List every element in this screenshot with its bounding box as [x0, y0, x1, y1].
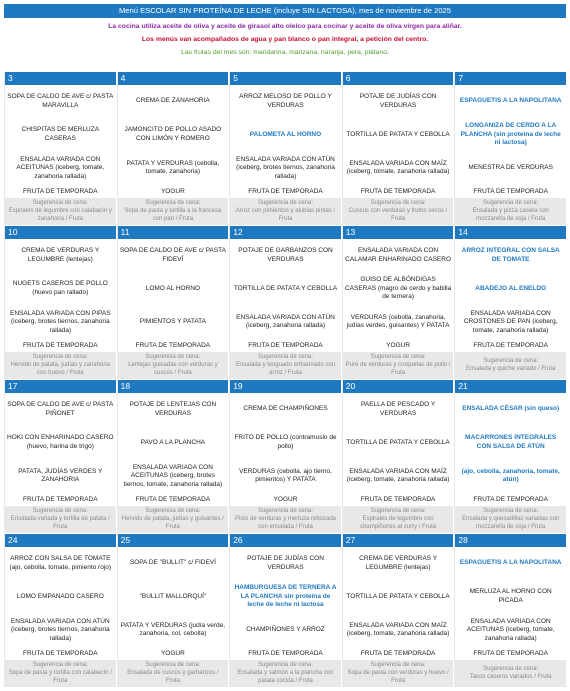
first-course: ARROZ CON SALSA DE TOMATE (ajo, cebolla, tomate, pimiento rojo) [9, 555, 112, 571]
first-course: ENSALADA VARIADA CON CALAMAR ENHARINADO CASERO [345, 247, 451, 263]
dessert: FRUTA DE TEMPORADA [455, 339, 566, 352]
day-number: 20 [343, 380, 454, 393]
suggestion-text: Ensalada de cuscús y garbanzos / Fruta [127, 670, 219, 685]
second-course: TORTILLA DE PATATA Y CEBOLLA [346, 592, 450, 600]
side-dish: ENSALADA VARIADA CON ACEITUNAS (iceberg, tomate, zanahoria rallada) [466, 617, 555, 642]
suggestion-label: Sugerencia de cena: [145, 354, 201, 361]
first-course: ARROZ MELOSO DE POLLO Y VERDURAS [239, 93, 332, 109]
day-cell [454, 380, 566, 533]
suggestion-text: Espirales de legumbre con champiñones al curry / Fruta [360, 516, 437, 531]
second-course: MERLUZA AL HORNO CON PICADA [469, 588, 552, 604]
second-course: ABADEJO AL ENELDO [475, 284, 547, 292]
dinner-suggestion [118, 352, 229, 379]
first-course: ESPAGUETIS A LA NAPOLITANA [459, 97, 562, 105]
day-cell [117, 380, 229, 533]
side-dish: PATATA Y VERDURAS (judía verde, zanahoria, col, cebolla) [120, 621, 226, 638]
day-number: 26 [230, 534, 341, 547]
suggestion-label: Sugerencia de cena: [145, 200, 201, 207]
suggestion-label: Sugerencia de cena: [145, 508, 201, 515]
day-cell [117, 226, 229, 379]
dessert: FRUTA DE TEMPORADA [455, 493, 566, 506]
day-cell [4, 72, 116, 225]
dessert: FRUTA DE TEMPORADA [5, 339, 116, 352]
dessert: FRUTA DE TEMPORADA [5, 493, 116, 506]
day-cell [229, 226, 341, 379]
side-dish: ENSALADA VARIADA CON ACEITUNAS (iceberg, brotes tiernos, tomate, zanahoria rallada) [123, 463, 223, 488]
dessert: FRUTA DE TEMPORADA [118, 493, 229, 506]
day-number: 17 [5, 380, 116, 393]
side-dish: ENSALADA VARIADA CON ATÚN (iceberg, zanahoria rallada) [236, 313, 335, 330]
second-course: NUGETS CASEROS DE POLLO (huevo pan rallado) [12, 280, 108, 296]
dessert: YOGUR [230, 493, 341, 506]
day-cell [229, 534, 341, 687]
day-cell [117, 534, 229, 687]
suggestion-label: Sugerencia de cena: [257, 354, 314, 361]
second-course: "BULLIT MALLORQUÍ" [139, 592, 207, 600]
suggestion-label: Sugerencia de cena: [257, 200, 314, 207]
suggestion-text: Ensalada variada y tortilla de patata / Fruta [10, 516, 110, 531]
dinner-suggestion [230, 660, 341, 687]
suggestion-text: Ensalada y quiche variado / Fruta [465, 366, 556, 373]
dessert: FRUTA DE TEMPORADA [343, 647, 454, 660]
dinner-suggestion [455, 352, 566, 379]
suggestion-label: Sugerencia de cena: [32, 662, 88, 669]
dinner-suggestion [455, 660, 566, 687]
day-number: 6 [343, 72, 454, 85]
dessert: FRUTA DE TEMPORADA [118, 339, 229, 352]
first-course: ESPAGUETIS A LA NAPOLITANA [459, 559, 562, 567]
day-number: 10 [5, 226, 116, 239]
dessert: FRUTA DE TEMPORADA [343, 493, 454, 506]
second-course: PALOMETA AL HORNO [249, 130, 322, 138]
first-course: POTAJE DE JUDÍAS CON VERDURAS [247, 555, 324, 571]
dinner-suggestion [118, 506, 229, 533]
dinner-suggestion [455, 198, 566, 225]
suggestion-text: Pisto de verduras y merluza rebozada con ensalada / Fruta [234, 516, 337, 531]
day-number: 13 [343, 226, 454, 239]
day-cell [342, 72, 454, 225]
second-course: HAMBURGUESA DE TERNERA A LA PLANCHA sin proteína de leche de leche ni lactosa [234, 584, 337, 609]
day-cell [229, 72, 341, 225]
day-cell [117, 72, 229, 225]
day-number: 4 [118, 72, 229, 85]
dinner-suggestion [5, 660, 116, 687]
day-number: 21 [455, 380, 566, 393]
side-dish: ENSALADA VARIADA CON ACEITUNAS (iceberg, tomate, zanahoria rallada) [16, 155, 105, 180]
day-cell [229, 380, 341, 533]
first-course: ARROZ INTEGRAL CON SALSA DE TOMATE [461, 247, 560, 263]
suggestion-text: Sopa de pasta con verduras y huevo / Fruta [347, 670, 449, 685]
first-course: POTAJE DE LENTEJAS CON VERDURAS [129, 401, 217, 417]
suggestion-text: Sopa de pasta y tortilla con calabacín / Fruta [8, 670, 112, 685]
second-course: MACARRONES INTEGRALES CON SALSA DE ATÚN [465, 434, 557, 450]
dessert: YOGUR [118, 647, 229, 660]
suggestion-label: Sugerencia de cena: [483, 508, 539, 515]
first-course: POTAJE DE GARBANZOS CON VERDURAS [238, 247, 333, 263]
side-dish: CHAMPIÑONES Y ARROZ [246, 626, 325, 634]
day-cell [4, 534, 116, 687]
second-course: TORTILLA DE PATATA Y CEBOLLA [233, 284, 338, 292]
day-cell [4, 226, 116, 379]
second-course: TORTILLA DE PATATA Y CEBOLLA [346, 130, 450, 138]
day-number: 3 [5, 72, 116, 85]
side-dish: PATATA Y VERDURAS (cebolla, tomate, zanahoria) [126, 159, 220, 176]
suggestion-label: Sugerencia de cena: [370, 662, 426, 669]
oil-note: La cocina utiliza aceite de oliva y aceite de girasol alto oleico para cocinar y aceite de oliva virgen para aliñar. [108, 23, 462, 30]
dessert: FRUTA DE TEMPORADA [455, 647, 566, 660]
day-number: 27 [343, 534, 454, 547]
first-course: SOPA DE CALDO DE AVE c/ PASTA MARAVILLA [7, 93, 114, 109]
dinner-suggestion [343, 198, 454, 225]
suggestion-text: Ensalada y salmón a la plancha con patata cocida / Fruta [237, 670, 334, 685]
dessert: FRUTA DE TEMPORADA [230, 339, 341, 352]
suggestion-label: Sugerencia de cena: [32, 200, 88, 207]
side-dish: ENSALADA VARIADA CON PIPAS (iceberg, brotes tiernos, zanahoria rallada) [10, 309, 111, 334]
dinner-suggestion [118, 660, 229, 687]
dessert: FRUTA DE TEMPORADA [5, 647, 116, 660]
suggestion-text: Ensalada y quesadillas variadas con mozzarella de soja / Fruta [462, 516, 560, 531]
fruit-note: Las frutas del mes son: mandarina, manzana, naranja, pera, plátano. [181, 49, 389, 56]
suggestion-label: Sugerencia de cena: [257, 508, 314, 515]
suggestion-label: Sugerencia de cena: [145, 662, 201, 669]
suggestion-text: Ensalada y lenguado enharinado con arroz / Fruta [235, 362, 336, 377]
second-course: LOMO EMPANADO CASERO [16, 592, 104, 600]
dinner-suggestion [343, 660, 454, 687]
day-cell [454, 534, 566, 687]
first-course: SOPA DE CALDO DE AVE c/ PASTA PIÑONET [7, 401, 114, 417]
dessert: FRUTA DE TEMPORADA [230, 185, 341, 198]
dessert: FRUTA DE TEMPORADA [230, 647, 341, 660]
menu-title: Menú ESCOLAR SIN PROTEÍNA DE LECHE (incluye SIN LACTOSA), mes de noviembre de 2025 [4, 4, 566, 18]
suggestion-text: Lentejas guisadas con verduras y cuscús / Fruta [128, 362, 218, 377]
dinner-suggestion [230, 198, 341, 225]
day-number: 5 [230, 72, 341, 85]
first-course: POTAJE DE JUDÍAS CON VERDURAS [359, 93, 437, 109]
side-dish: PIMIENTOS Y PATATA [139, 318, 206, 326]
day-cell [342, 226, 454, 379]
first-course: ENSALADA CÉSAR (sin queso) [462, 405, 560, 413]
dessert: FRUTA DE TEMPORADA [343, 185, 454, 198]
day-number: 24 [5, 534, 116, 547]
side-dish: ENSALADA VARIADA CON ATÚN (iceberg, brotes tiernos, zanahoria rallada) [236, 155, 335, 180]
dinner-suggestion [5, 198, 116, 225]
side-dish: ENSALADA VARIADA CON ATÚN (iceberg, brotes tiernos, zanahoria rallada) [10, 617, 110, 642]
day-number: 25 [118, 534, 229, 547]
first-course: CREMA DE VERDURAS Y LEGUMBRE (lentejas) [359, 555, 438, 571]
first-course: SOPA DE CALDO DE AVE c/ PASTA FIDEVÍ [119, 247, 226, 263]
suggestion-text: Tacos caseros variados / Fruta [469, 674, 552, 681]
suggestion-text: Arroz con pimientos y alubias pintas / Fruta [235, 208, 336, 223]
suggestion-text: Hervido de patata, judías y zanahoria con huevo / Fruta [10, 362, 110, 377]
dinner-suggestion [230, 506, 341, 533]
day-cell [454, 226, 566, 379]
day-number: 7 [455, 72, 566, 85]
second-course: JAMONCITO DE POLLO ASADO CON LIMÓN Y ROMERO [124, 126, 222, 142]
side-dish: ENSALADA VARIADA CON MAÍZ (iceberg, tomate, zanahoria rallada) [346, 159, 450, 176]
side-dish: ENSALADA VARIADA CON MAÍZ (iceberg, tomate, zanahoria rallada) [346, 621, 450, 638]
suggestion-text: Puré de verduras y croquetas de pollo / Fruta [345, 362, 451, 377]
suggestion-text: Cuscús con verduras y frutos secos / Fruta [348, 208, 448, 223]
side-dish: ENSALADA VARIADA CON CROSTONES DE PAN (iceberg, tomate, zanahoria rallada) [463, 309, 558, 334]
second-course: PAVO A LA PLANCHA [140, 438, 206, 446]
suggestion-label: Sugerencia de cena: [370, 508, 426, 515]
side-dish: MENESTRA DE VERDURAS [468, 164, 553, 172]
suggestion-text: Sopa de pasta y tortilla a la francesa con pan / Fruta [124, 208, 222, 223]
day-number: 14 [455, 226, 566, 239]
second-course: LOMO AL HORNO [145, 284, 201, 292]
side-dish: VERDURAS (cebolla, zanahoria, judías verdes, guisantes) Y PATATA [346, 313, 450, 330]
suggestion-text: Hervido de patata, judías y guisantes / Fruta [121, 516, 224, 531]
side-dish: PATATA, JUDÍAS VERDES Y ZANAHORIA [18, 467, 103, 484]
suggestion-text: Espirales de legumbre con calabacín y zanahoria / Fruta [8, 208, 112, 223]
first-course: CREMA DE CHAMPIÑONES [243, 405, 328, 413]
dinner-suggestion [5, 352, 116, 379]
second-course: LONGANIZA DE CERDO A LA PLANCHA (sin proteína de leche ni lactosa) [460, 122, 561, 147]
dinner-suggestion [118, 198, 229, 225]
suggestion-label: Sugerencia de cena: [483, 200, 539, 207]
second-course: HOKI CON ENHARINADO CASERO (huevo, harina de trigo) [7, 434, 114, 450]
day-number: 12 [230, 226, 341, 239]
day-number: 19 [230, 380, 341, 393]
dinner-suggestion [343, 352, 454, 379]
second-course: GUISO DE ALBÓNDIGAS CASERAS (magro de cerdo y babilla de ternera) [344, 276, 452, 301]
first-course: PAELLA DE PESCADO Y VERDURAS [361, 401, 436, 417]
first-course: SOPA DE "BULLIT" c/ FIDEVÍ [129, 559, 216, 567]
suggestion-text: Ensalada y pizza casera con mozzarella de soja / Fruta [472, 208, 549, 223]
side-dish: VERDURAS (cebolla, ajo tierno, pimientos) Y PATATA [239, 467, 332, 484]
day-number: 28 [455, 534, 566, 547]
menu-calendar [4, 72, 566, 687]
first-course: CREMA DE ZANAHORIA [136, 97, 210, 105]
dinner-suggestion [455, 506, 566, 533]
dessert: YOGUR [343, 339, 454, 352]
side-dish: (ajo, cebolla, zanahoria, tomate, atún) [461, 467, 560, 484]
dessert: YOGUR [118, 185, 229, 198]
second-course: TORTILLA DE PATATA Y CEBOLLA [346, 438, 450, 446]
suggestion-label: Sugerencia de cena: [483, 358, 539, 365]
day-cell [342, 534, 454, 687]
bread-note: Los menús van acompañados de agua y pan blanco o pan integral, a petición del centro. [141, 36, 429, 43]
first-course: CREMA DE VERDURAS Y LEGUMBRE (lentejas) [21, 247, 100, 263]
suggestion-label: Sugerencia de cena: [370, 354, 426, 361]
dinner-suggestion [5, 506, 116, 533]
dessert: FRUTA DE TEMPORADA [5, 185, 116, 198]
suggestion-label: Sugerencia de cena: [257, 662, 314, 669]
day-cell [454, 72, 566, 225]
dinner-suggestion [343, 506, 454, 533]
day-number: 11 [118, 226, 229, 239]
second-course: FRITO DE POLLO (contramuslo de pollo) [234, 434, 337, 450]
suggestion-label: Sugerencia de cena: [483, 666, 539, 673]
dinner-suggestion [230, 352, 341, 379]
day-number: 18 [118, 380, 229, 393]
suggestion-label: Sugerencia de cena: [32, 508, 88, 515]
suggestion-label: Sugerencia de cena: [370, 200, 426, 207]
suggestion-label: Sugerencia de cena: [32, 354, 88, 361]
second-course: CHISPITAS DE MERLUZA CASERAS [21, 126, 100, 142]
day-cell [342, 380, 454, 533]
dessert: FRUTA DE TEMPORADA [455, 185, 566, 198]
side-dish: ENSALADA VARIADA CON MAÍZ (iceberg, tomate, zanahoria rallada) [346, 467, 450, 484]
day-cell [4, 380, 116, 533]
